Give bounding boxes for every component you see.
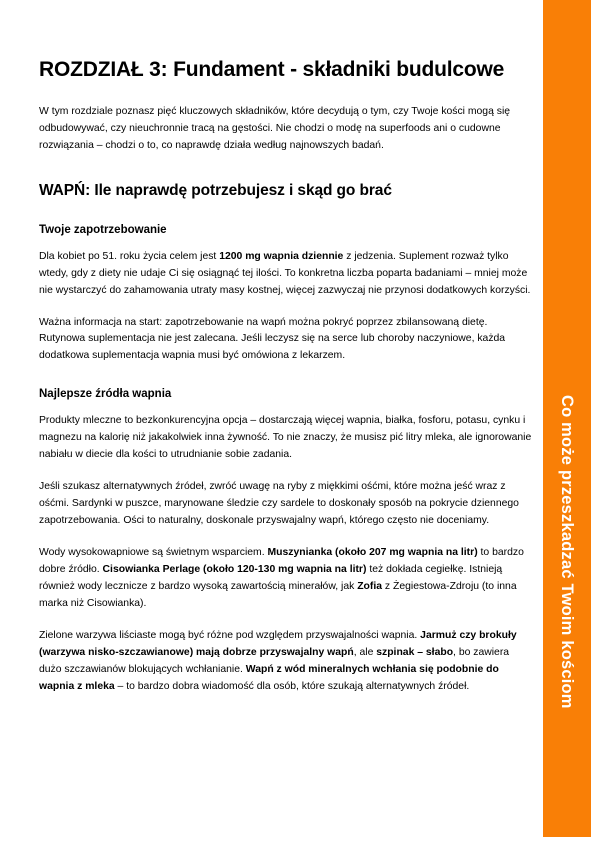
- text-run: , ale: [353, 646, 377, 658]
- text-run-bold: szpinak – słabo: [376, 646, 454, 658]
- chapter-side-tab-label: Co może przeszkadzać Twoim kościom: [558, 395, 577, 709]
- text-run-bold: Zofia: [357, 580, 383, 592]
- section-heading-calcium: WAPŃ: Ile naprawdę potrzebujesz i skąd go brać: [39, 181, 392, 199]
- text-run-bold: Cisowianka Perlage (około 120-130 mg wapnia na litr): [102, 563, 367, 575]
- chapter-side-tab: [543, 0, 591, 837]
- text-run-bold: Jarmuż czy brokuły (warzywa nisko-szczawianowe) mają dobrze przyswajalny wapń: [39, 629, 517, 658]
- text-run: Zielone warzywa liściaste mogą być różne pod względem przyswajalności wapnia.: [39, 629, 421, 641]
- paragraph-leafy-greens: [39, 628, 533, 696]
- text-run: z Żegiestowa-Zdroju (to inna marka niż Cisowianka).: [39, 580, 517, 609]
- document-body: [39, 56, 533, 696]
- text-run: , bo zawiera dużo szczawianów blokujących wchłanianie.: [39, 646, 510, 675]
- subsection-heading-requirement: Twoje zapotrzebowanie: [39, 223, 167, 236]
- intro-paragraph: W tym rozdziale poznasz pięć kluczowych składników, które decydują o tym, czy Twoje kości mogą się odbudowywać, czy nieuchronnie tracą na gęstości. Nie chodzi o modę na superfoods ani o cudowne rozwiązania – chodzi o to, co naprawdę działa według najnowszych badań.: [39, 105, 511, 151]
- text-run: też dokłada cegiełkę. Istnieją również wody lecznicze z bardzo wysoką zawartością minerałów, jak: [39, 563, 503, 592]
- paragraph-daily-requirement: [39, 249, 533, 300]
- text-run-bold: 1200 mg wapnia dziennie: [219, 250, 344, 262]
- text-run-bold: Muszynianka (około 207 mg wapnia na litr): [267, 547, 478, 559]
- paragraph-fish: Jeśli szukasz alternatywnych źródeł, zwróć uwagę na ryby z miękkimi ośćmi, które można jeść wraz z ośćmi. Sardynki w puszce, marynowane śledzie czy sardele to doskonały sposób na pokrycie dziennego zapotrzebowania. Ości to naturalny, doskonale przyswajalny wapń, którego często nie doceniamy.: [39, 481, 519, 527]
- text-run-bold: Wapń z wód mineralnych wchłania się podobnie do wapnia z mleka: [39, 663, 499, 692]
- text-run: Wody wysokowapniowe są świetnym wsparciem.: [39, 547, 268, 559]
- text-run: – to bardzo dobra wiadomość dla osób, które szukają alternatywnych źródeł.: [114, 680, 470, 692]
- text-run: Dla kobiet po 51. roku życia celem jest: [39, 250, 220, 262]
- page-title: ROZDZIAŁ 3: Fundament - składniki budulcowe: [39, 58, 505, 81]
- text-run: z jedzenia. Suplement rozważ tylko wtedy, gdy z diety nie udaje Ci się osiągnąć tej ilości. To konkretna liczba poparta badaniami – mniej może nie wystarczyć do zahamowania utraty masy kostnej, więcej zazwyczaj nie przynosi dodatkowych korzyści.: [39, 250, 531, 296]
- paragraph-supplementation-note: Ważna informacja na start: zapotrzebowanie na wapń można pokryć poprzez zbilansowaną dietę. Rutynowa suplementacja nie jest zalecana. Jeśli leczysz się na serce lub choroby naczyniowe, każda dodatkowa suplementacja wapnia musi być omówiona z lekarzem.: [39, 316, 506, 362]
- text-run: to bardzo dobre źródło.: [39, 547, 524, 575]
- paragraph-mineral-waters: [39, 545, 533, 613]
- paragraph-dairy: Produkty mleczne to bezkonkurencyjna opcja – dostarczają więcej wapnia, białka, fosforu, potasu, cynku i magnezu na kalorię niż jakakolwiek inna żywność. To nie znaczy, że musisz pić litry mleka, ale ignorowanie nabiału w diecie dla kości to utrudnianie sobie zadania.: [39, 415, 532, 461]
- subsection-heading-sources: Najlepsze źródła wapnia: [39, 388, 172, 401]
